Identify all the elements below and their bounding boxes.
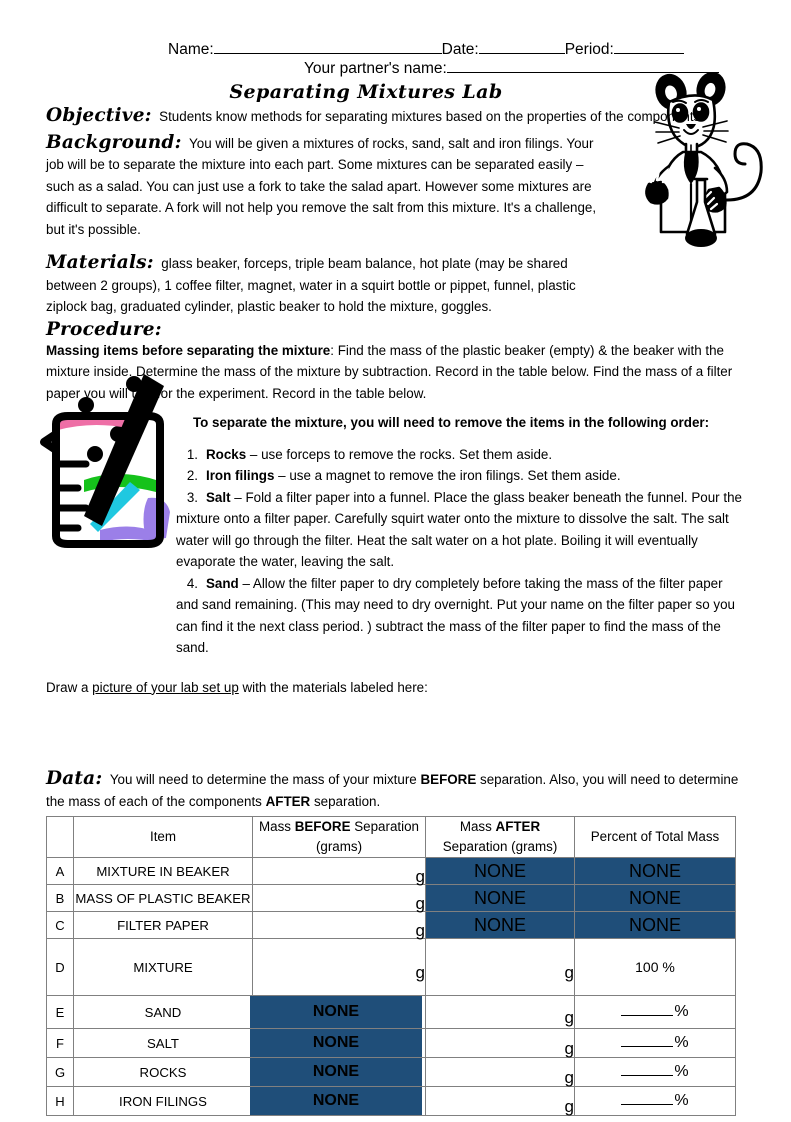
step-3 — [46, 487, 746, 573]
percent-blank-f[interactable] — [621, 1035, 673, 1047]
data-paragraph — [46, 768, 746, 812]
step-2-number: 2. — [186, 468, 198, 483]
row-before-d[interactable]: g — [253, 945, 426, 1002]
background-heading: Background: — [46, 131, 182, 153]
row-percent-h[interactable] — [575, 1087, 736, 1116]
row-letter-d: D — [47, 939, 74, 996]
row-item-d: MIXTURE — [74, 939, 253, 996]
draw-underlined: picture of your lab set up — [92, 679, 239, 695]
header-after-a: Mass — [459, 819, 496, 834]
row-letter-f: F — [47, 1029, 74, 1058]
table-row — [47, 1029, 736, 1058]
background-text: You will be given a mixtures of rocks, sand, salt and iron filings. Your job will be to separate the mixture into each part. Some mixtures can be separated easily – such as a salad. You can just use a fork to take the salad apart. However some mixtures are difficult to separate. A fork will not help you remove the salt from this mixture. It's a challenge, but it's possible. — [46, 135, 597, 237]
row-letter-b: B — [47, 885, 74, 912]
row-percent-d: 100 % — [575, 939, 736, 996]
partner-name-line — [46, 59, 746, 78]
row-before-g: NONE — [250, 1058, 423, 1087]
row-item-h: IRON FILINGS — [74, 1087, 253, 1116]
procedure-steps — [46, 444, 746, 659]
row-before-b[interactable]: g — [253, 891, 426, 918]
step-2 — [46, 465, 746, 487]
mouse-art-wrap-spacer — [616, 132, 746, 317]
row-letter-a: A — [47, 858, 74, 885]
table-row — [47, 1058, 736, 1087]
objective-heading: Objective: — [46, 105, 152, 126]
row-letter-h: H — [47, 1087, 74, 1116]
row-item-f: SALT — [74, 1029, 253, 1058]
draw-prompt — [46, 677, 746, 699]
row-before-h: NONE — [250, 1087, 423, 1116]
data-text-1: You will need to determine the mass of your mixture — [109, 772, 421, 787]
materials-heading: Materials: — [46, 252, 154, 273]
row-percent-a: NONE — [575, 858, 736, 885]
row-item-a: MIXTURE IN BEAKER — [74, 858, 253, 885]
step-2-term: Iron filings — [206, 468, 275, 483]
table-row — [47, 1087, 736, 1116]
data-text-2: separation. Also, you will need to determine the mass of each of the components — [46, 772, 739, 809]
massing-label: Massing items before separating the mixture — [46, 342, 331, 358]
header-item: Item — [74, 817, 253, 858]
name-input-blank[interactable] — [214, 40, 442, 54]
procedure-heading: Procedure: — [46, 318, 162, 340]
data-bold-after: AFTER — [265, 793, 311, 809]
name-label: Name: — [168, 41, 214, 58]
row-after-f[interactable]: g — [426, 1035, 575, 1064]
objective-section — [46, 105, 746, 128]
massing-text: : Find the mass of the plastic beaker (empty) & the beaker with the mixture inside. Determine the mass of the mixture by subtraction. Record in the table below. Find the mass of a filter paper you will use for the experiment. Record in the table below. — [46, 342, 733, 401]
order-heading: To separate the mixture, you will need to remove the items in the following order: — [192, 415, 710, 430]
date-label: Date: — [441, 41, 479, 58]
row-after-e[interactable]: g — [426, 1002, 575, 1035]
draw-blank-area[interactable] — [46, 698, 746, 770]
table-row — [47, 939, 736, 996]
row-after-d[interactable]: g — [426, 945, 575, 1002]
step-1 — [46, 444, 746, 466]
data-heading: Data: — [46, 768, 103, 789]
procedure-section — [46, 319, 746, 434]
data-table — [46, 816, 736, 1116]
massing-paragraph — [46, 340, 746, 405]
row-after-h[interactable]: g — [426, 1093, 575, 1122]
row-item-c: FILTER PAPER — [74, 912, 253, 939]
header-percent: Percent of Total Mass — [575, 817, 736, 858]
step-1-term: Rocks — [206, 446, 247, 462]
period-label: Period: — [564, 41, 614, 58]
table-header-row — [47, 817, 736, 858]
background-section — [46, 132, 746, 318]
table-row — [47, 858, 736, 885]
header-mass-before — [253, 817, 426, 858]
header-before-bold: BEFORE — [294, 819, 351, 834]
row-before-e: NONE — [250, 996, 423, 1029]
step-4-term: Sand — [206, 575, 239, 591]
percent-blank-h[interactable] — [621, 1093, 673, 1105]
header-letter — [47, 817, 74, 858]
row-after-b: NONE — [426, 885, 575, 912]
percent-sign-e: % — [674, 1003, 689, 1020]
row-letter-g: G — [47, 1058, 74, 1087]
percent-sign-h: % — [674, 1092, 689, 1109]
header-before-c: Separation — [350, 819, 420, 834]
header-before-units: (grams) — [315, 839, 363, 854]
row-before-a[interactable]: g — [253, 864, 426, 891]
header-after-bold: AFTER — [495, 819, 541, 834]
row-percent-f[interactable] — [575, 1029, 736, 1058]
percent-sign-f: % — [674, 1034, 689, 1051]
percent-sign-g: % — [674, 1063, 689, 1080]
step-2-text: – use a magnet to remove the iron filings. Set them aside. — [274, 468, 621, 483]
step-3-number: 3. — [186, 489, 198, 505]
step-3-text: – Fold a filter paper into a funnel. Place the glass beaker beneath the funnel. Pour the mixture onto a filter paper. Carefully squirt water onto the mixture to dissolve the salt. The salt water will go through the filter. Heat the salt water on a hot plate. Boiling it will eventually evaporate the water, leaving the salt. — [176, 489, 742, 569]
row-before-c[interactable]: g — [253, 918, 426, 945]
header-before-a: Mass — [258, 819, 295, 834]
row-after-a: NONE — [426, 858, 575, 885]
data-text-3: separation. — [310, 793, 381, 809]
step-1-number: 1. — [186, 446, 198, 462]
period-input-blank[interactable] — [614, 40, 684, 54]
row-percent-b: NONE — [575, 885, 736, 912]
row-item-e: SAND — [74, 996, 253, 1029]
step-1-text: – use forceps to remove the rocks. Set them aside. — [246, 446, 553, 462]
partner-label: Your partner's name: — [304, 60, 447, 77]
name-date-period-line — [46, 40, 746, 59]
draw-prefix: Draw a — [46, 679, 93, 695]
row-letter-c: C — [47, 912, 74, 939]
row-after-c: NONE — [426, 912, 575, 939]
percent-blank-g[interactable] — [621, 1064, 673, 1076]
step-4-text: – Allow the filter paper to dry completely before taking the mass of the filter paper and sand remaining. (This may need to dry overnight. Put your name on the filter paper so you can find it the next class period. ) subtract the mass of the filter paper to find the mass of the sand. — [176, 575, 735, 655]
row-item-b: MASS OF PLASTIC BEAKER — [74, 885, 253, 912]
page-title: Separating Mixtures Lab — [229, 81, 503, 103]
objective-text: Students know methods for separating mixtures based on the properties of the components. — [159, 109, 705, 124]
data-bold-before: BEFORE — [420, 772, 477, 787]
row-before-f: NONE — [250, 1029, 423, 1058]
draw-suffix: with the materials labeled here: — [238, 679, 428, 695]
row-after-g[interactable]: g — [426, 1064, 575, 1093]
row-item-g: ROCKS — [74, 1058, 253, 1087]
header-mass-after — [426, 817, 575, 858]
row-letter-e: E — [47, 996, 74, 1029]
step-3-term: Salt — [206, 489, 231, 505]
partner-input-blank[interactable] — [447, 59, 719, 73]
data-section — [46, 768, 746, 812]
row-percent-c: NONE — [575, 912, 736, 939]
step-4 — [46, 573, 746, 659]
header-after-units: Separation (grams) — [442, 839, 558, 854]
row-percent-g[interactable] — [575, 1058, 736, 1087]
materials-text: glass beaker, forceps, triple beam balance, hot plate (may be shared between 2 groups), 1 coffee filter, magnet, water in a squirt bottle or pippet, funnel, plastic ziplock bag, graduated cylinder, plastic beaker to hold the mixture, goggles. — [46, 256, 576, 314]
objective-paragraph — [46, 105, 746, 128]
date-input-blank[interactable] — [479, 40, 565, 54]
worksheet-content — [46, 40, 746, 1116]
step-4-number: 4. — [186, 575, 198, 591]
percent-blank-e[interactable] — [621, 1004, 673, 1016]
